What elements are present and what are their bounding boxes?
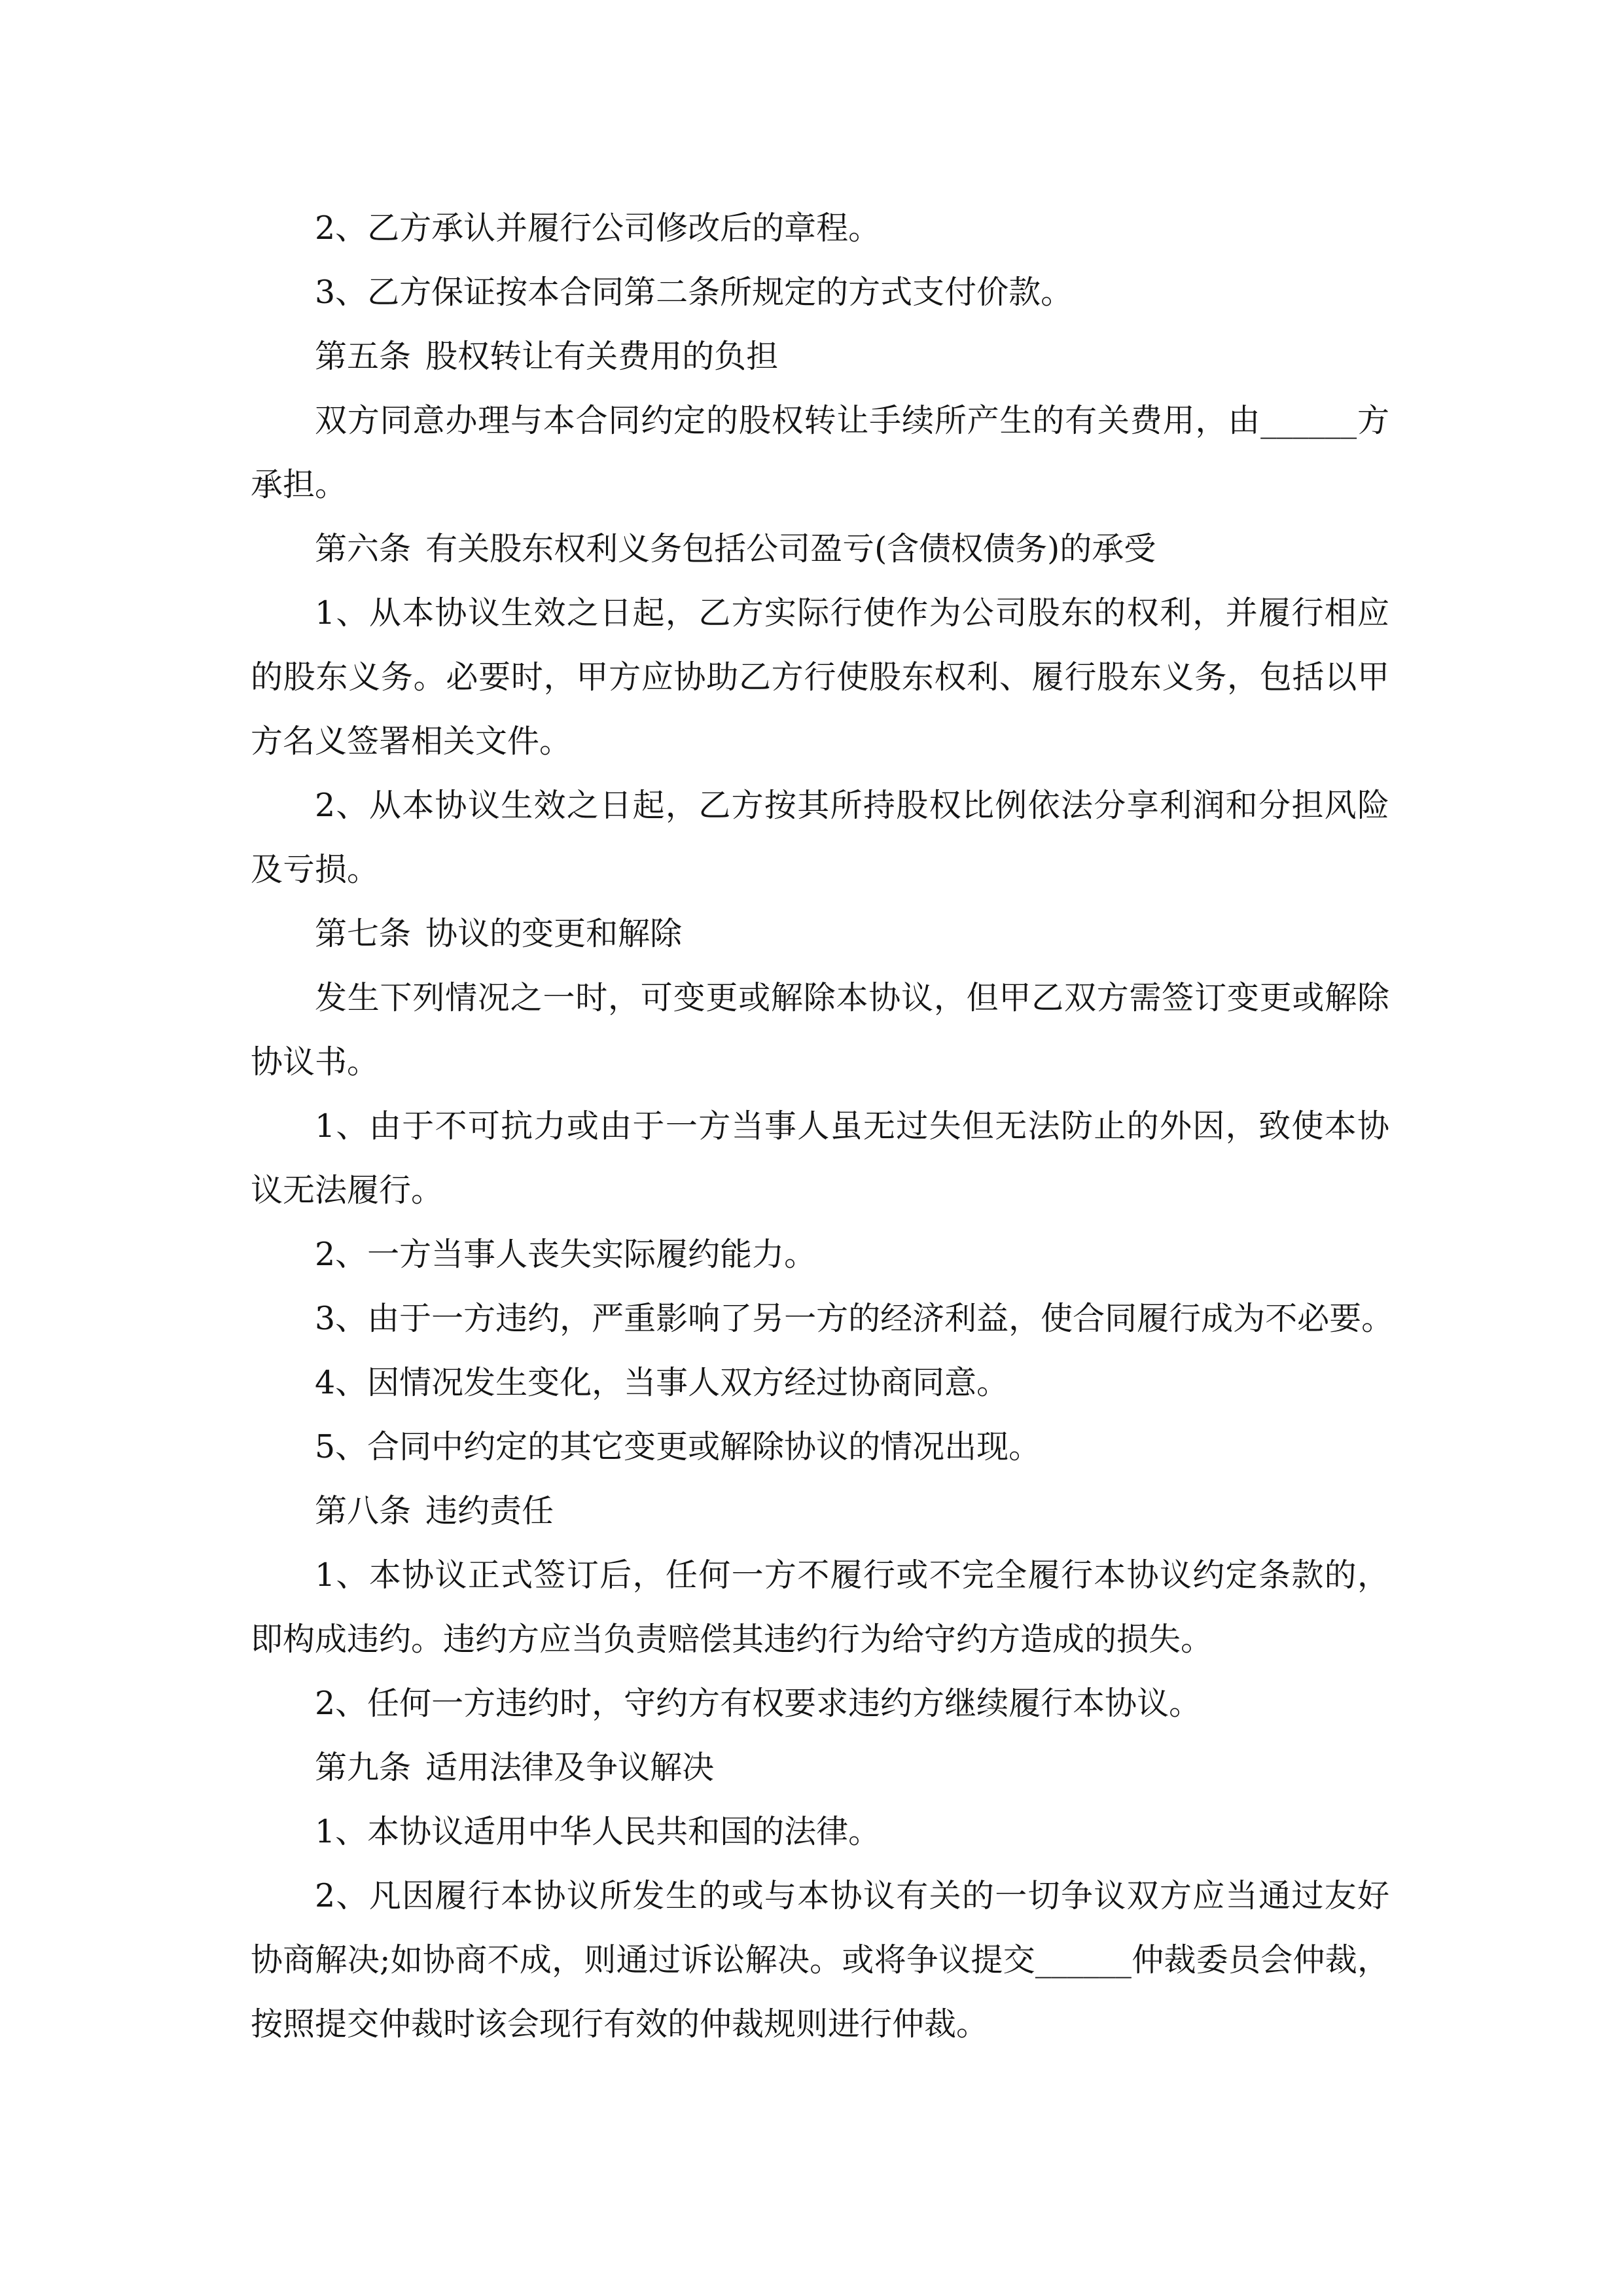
clause-line: 1、从本协议生效之日起，乙方实际行使作为公司股东的权利，并履行相应 <box>315 594 1389 632</box>
clause-line: 4、因情况发生变化，当事人双方经过协商同意。 <box>315 1364 1009 1401</box>
clause-paragraph <box>251 774 1389 902</box>
clause-line: 方名义签署相关文件。 <box>251 723 572 760</box>
article-number: 第六条 <box>315 530 412 567</box>
clause-paragraph <box>251 1672 1389 1736</box>
clause-paragraph <box>251 260 1389 325</box>
clause-line: 承担。 <box>251 466 348 503</box>
clause-paragraph <box>251 1287 1394 1351</box>
clause-line: 协议书。 <box>251 1043 380 1081</box>
article-title: 适用法律及争议解决 <box>425 1749 715 1786</box>
clause-line: 协商解决;如协商不成，则通过诉讼解决。或将争议提交______仲裁委员会仲裁， <box>251 1941 1389 1979</box>
clause-paragraph <box>251 1864 1389 2056</box>
clause-line: 双方同意办理与本合同约定的股权转让手续所产生的有关费用，由______方 <box>315 402 1389 439</box>
article-title: 股权转让有关费用的负担 <box>425 338 779 375</box>
clause-line: 2、凡因履行本协议所发生的或与本协议有关的一切争议双方应当通过友好 <box>315 1877 1389 1914</box>
clause-line: 的股东义务。必要时，甲方应协助乙方行使股东权利、履行股东义务，包括以甲 <box>251 658 1389 696</box>
article-heading <box>251 902 1389 966</box>
article-heading <box>251 325 1389 389</box>
clause-line: 3、由于一方违约，严重影响了另一方的经济利益，使合同履行成为不必要。 <box>315 1300 1394 1337</box>
article-heading <box>251 1736 1389 1800</box>
article-number: 第九条 <box>315 1749 412 1786</box>
article-number: 第八条 <box>315 1492 412 1530</box>
article-title: 有关股东权利义务包括公司盈亏(含债权债务)的承受 <box>425 530 1156 567</box>
clause-line: 1、本协议适用中华人民共和国的法律。 <box>315 1813 881 1850</box>
article-heading <box>251 517 1389 581</box>
article-section <box>251 517 1389 902</box>
article-section <box>251 902 1394 1479</box>
clause-line: 1、本协议正式签订后，任何一方不履行或不完全履行本协议约定条款的， <box>315 1556 1389 1594</box>
clause-paragraph <box>251 1543 1389 1672</box>
clause-paragraph <box>251 1223 1389 1287</box>
article-section <box>251 1479 1389 1736</box>
article-number: 第五条 <box>315 338 412 375</box>
clause-line: 及亏损。 <box>251 851 380 888</box>
clause-paragraph <box>251 1094 1389 1223</box>
clause-paragraph <box>251 581 1389 774</box>
clause-paragraph <box>251 1415 1389 1479</box>
article-title: 协议的变更和解除 <box>425 915 683 952</box>
article-heading <box>251 1479 1389 1543</box>
clause-line: 即构成违约。违约方应当负责赔偿其违约行为给守约方造成的损失。 <box>251 1621 1213 1658</box>
clause-line: 5、合同中约定的其它变更或解除协议的情况出现。 <box>315 1428 1041 1465</box>
article-title: 违约责任 <box>425 1492 554 1530</box>
clause-line: 发生下列情况之一时，可变更或解除本协议，但甲乙双方需签订变更或解除 <box>315 979 1389 1016</box>
clause-line: 按照提交仲裁时该会现行有效的仲裁规则进行仲裁。 <box>251 2005 989 2043</box>
article-number: 第七条 <box>315 915 412 952</box>
clause-line: 2、乙方承认并履行公司修改后的章程。 <box>315 209 881 247</box>
article-section <box>251 325 1389 517</box>
clause-line: 2、一方当事人丧失实际履约能力。 <box>315 1236 817 1273</box>
clause-paragraph <box>251 1800 1389 1864</box>
contract-body <box>251 196 1394 2056</box>
clause-line: 议无法履行。 <box>251 1172 444 1209</box>
clause-paragraph <box>251 196 1389 260</box>
clause-line: 3、乙方保证按本合同第二条所规定的方式支付价款。 <box>315 274 1073 311</box>
clause-paragraph <box>251 389 1389 517</box>
clause-paragraph <box>251 1351 1389 1415</box>
clause-line: 2、任何一方违约时，守约方有权要求违约方继续履行本协议。 <box>315 1685 1202 1722</box>
clause-paragraph <box>251 966 1389 1094</box>
clause-line: 2、从本协议生效之日起，乙方按其所持股权比例依法分享利润和分担风险 <box>315 787 1389 824</box>
clause-line: 1、由于不可抗力或由于一方当事人虽无过失但无法防止的外因，致使本协 <box>315 1107 1389 1145</box>
article-section <box>251 1736 1389 2056</box>
